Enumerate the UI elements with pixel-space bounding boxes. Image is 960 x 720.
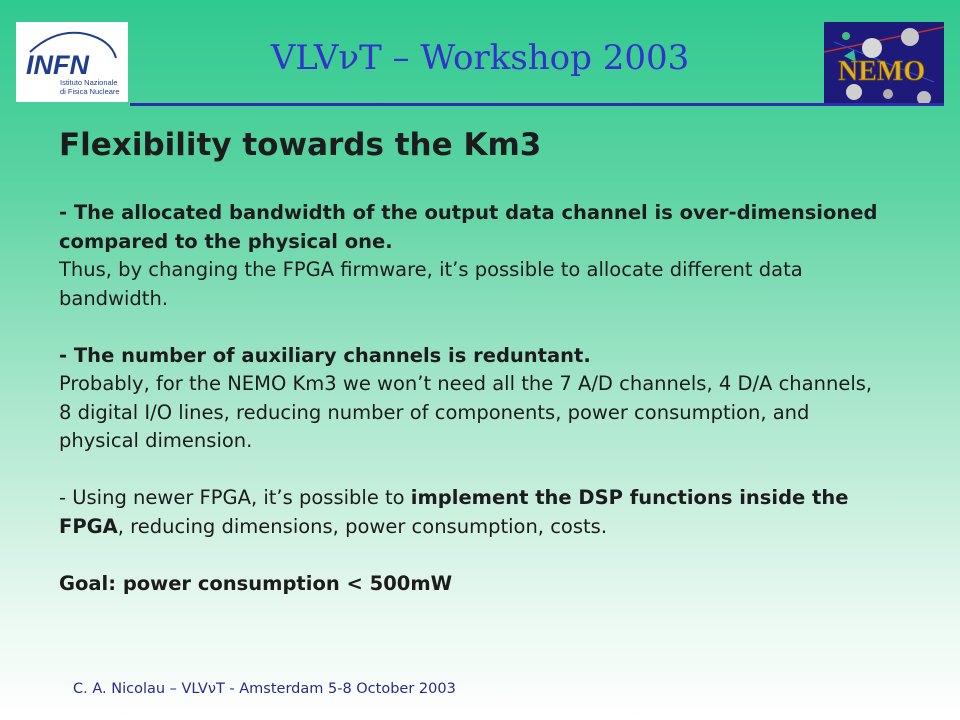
para1-bold: - The allocated bandwidth of the output data channel is over-dimensioned compared to the physical one. <box>59 201 878 253</box>
para3-post: , reducing dimensions, power consumption, costs. <box>117 514 608 538</box>
para3-pre: - Using newer FPGA, it’s possible to <box>59 486 411 509</box>
para3-bold: implement the DSP functions inside the FPGA <box>59 486 849 538</box>
nemo-logo-text: NEMO <box>838 56 926 87</box>
slide-heading: Flexibility towards the Km3 <box>59 127 542 163</box>
title-divider <box>130 103 944 106</box>
infn-logo-text: INFN <box>26 50 89 80</box>
para2-text: Probably, for the NEMO Km3 we won’t need all the 7 A/D channels, 4 D/A channels, 8 digital I/O lines, reducing number of components, power consumption, and physical dimension. <box>59 372 873 452</box>
para2 <box>59 342 879 456</box>
para3 <box>59 484 879 541</box>
para2-bold: - The number of auxiliary channels is reduntant. <box>59 343 591 367</box>
goal-line: Goal: power consumption < 500mW <box>59 571 453 595</box>
infn-logo <box>16 22 128 102</box>
infn-logo-sub1: Istituto Nazionale <box>60 78 118 87</box>
para1 <box>59 199 879 313</box>
nemo-logo-graphic <box>824 22 944 104</box>
nemo-logo <box>824 22 944 104</box>
infn-logo-graphic <box>16 22 128 102</box>
slide-title: VLVνT – Workshop 2003 <box>270 38 690 78</box>
slide-body <box>59 199 879 598</box>
para1-text: Thus, by changing the FPGA firmware, it’s possible to allocate different data bandwidth. <box>59 258 803 310</box>
slide-footer: C. A. Nicolau – VLVνT - Amsterdam 5-8 October 2003 <box>73 681 456 697</box>
infn-logo-sub2: di Fisica Nucleare <box>60 87 120 96</box>
